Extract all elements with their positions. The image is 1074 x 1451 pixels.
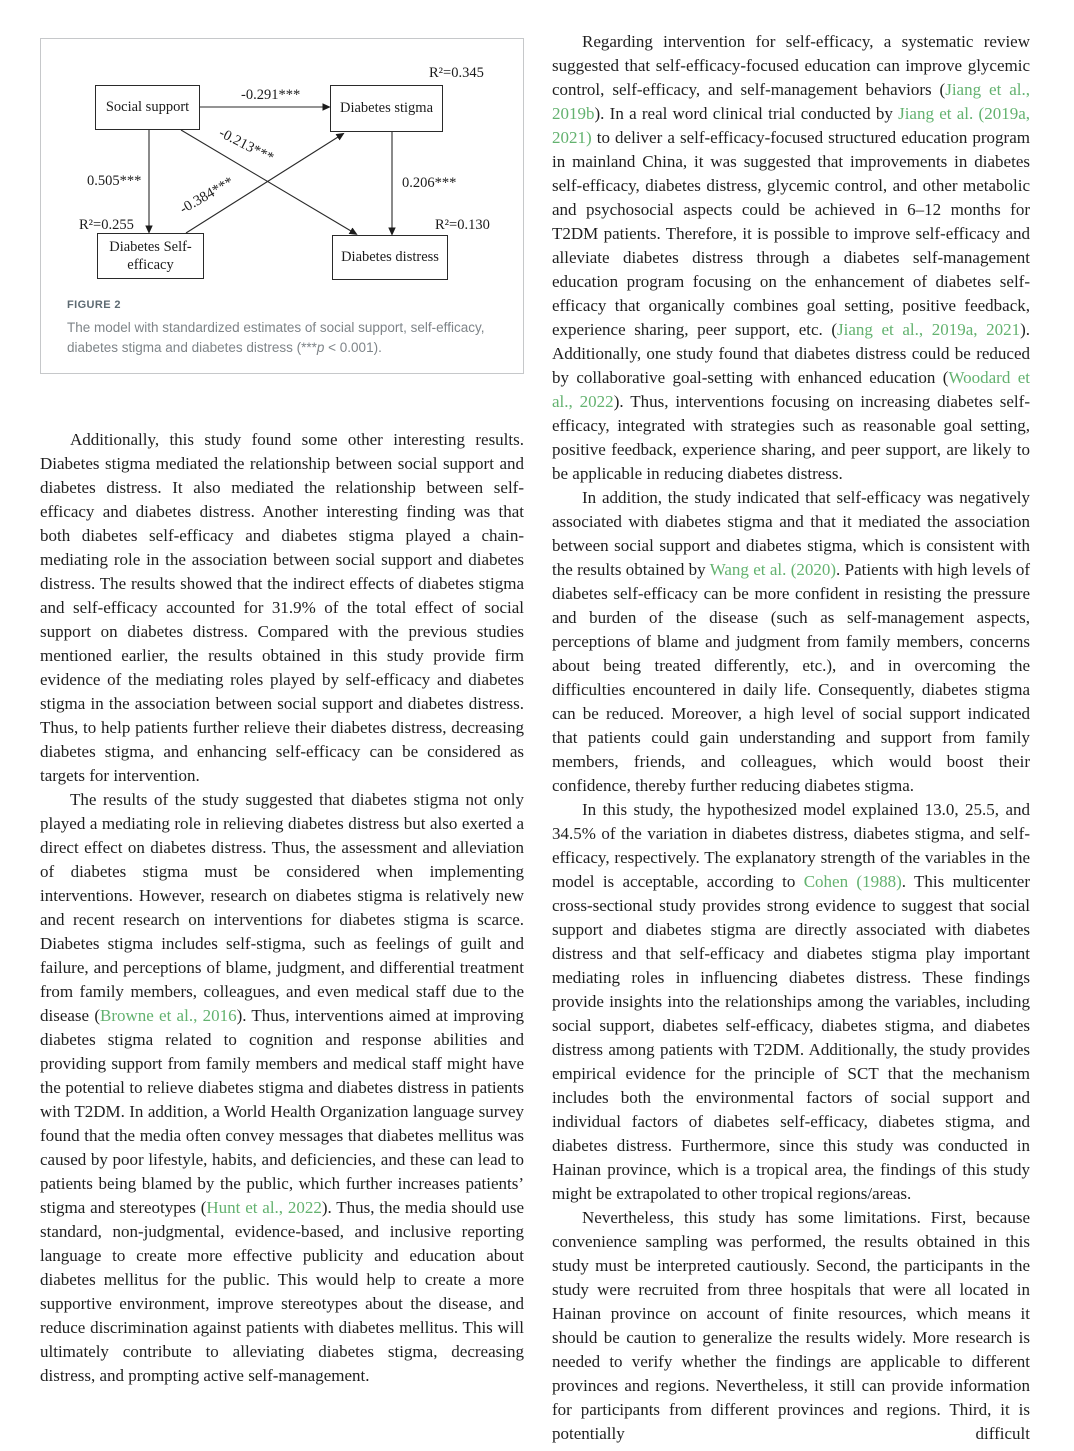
text-run: Regarding intervention for self-efficacy, a systematic review suggested that self-efficacy-focused education can improve glycemic control, self-efficacy, and self-management behaviors ( (552, 32, 1030, 99)
citation-link[interactable]: Woodard et al., 2022 (552, 368, 1030, 411)
coef-selfefficacy-stigma: -0.384*** (177, 173, 237, 218)
figure-2 (40, 38, 524, 374)
left-column-text (40, 428, 524, 1388)
text-run: . This multicenter cross-sectional study provides strong evidence to suggest that social support and diabetes stigma are directly associated with diabetes distress and that self-efficacy and diabetes stigma play important mediating roles in influencing diabetes distress. These findings provide insights into the relationships among the variables, including social support, diabetes self-efficacy, diabetes stigma, and diabetes distress among patients with T2DM. Additionally, the study provides empirical evidence for the principle of SCT that the mechanism includes both the environmental factors of social support and individual factors of diabetes self-efficacy, diabetes stigma, and diabetes distress. Furthermore, since this study was conducted in Hainan province, which is a tropical area, the findings of this study might be extrapolated to other tropical regions/areas. (552, 872, 1030, 1203)
path-model-diagram (41, 39, 523, 291)
coef-socialsupport-distress: -0.213*** (216, 124, 277, 167)
text-run: The model with standardized estimates of social support, self-efficacy, diabetes stigma and diabetes distress (*** (67, 320, 485, 356)
node-diabetes-self-efficacy: Diabetes Self-efficacy (97, 233, 204, 279)
text-run: ). Thus, the media should use standard, non-judgmental, evidence-based, and inclusive reporting language to create more effective publicity and education about diabetes mellitus for the public. This would help to create a more supportive environment, improve stereotypes about the disease, and reduce discrimination against patients with diabetes mellitus. This will ultimately contribute to alleviating diabetes stigma, decreasing distress, and prompting active self-management. (40, 1198, 524, 1385)
citation-link[interactable]: Cohen (1988) (803, 872, 902, 891)
r-squared-stigma: R²=0.345 (429, 65, 484, 81)
paragraph (552, 798, 1030, 1206)
right-column-text (552, 30, 1030, 1446)
text-run: ). Additionally, one study found that diabetes distress could be reduced by collaborative goal-setting with enhanced education ( (552, 320, 1031, 387)
coef-socialsupport-stigma: -0.291*** (241, 87, 301, 103)
text-run: Additionally, this study found some other interesting results. Diabetes stigma mediated the relationship between social support and diabetes distress. It also mediated the relationship between self-efficacy and diabetes distress. Another interesting finding was that both diabetes self-efficacy and diabetes stigma played a chain-mediating role in the association between social support and diabetes distress. The results showed that the indirect effects of diabetes stigma and self-efficacy accounted for 31.9% of the total effect of social support on diabetes distress. Compared with the previous studies mentioned earlier, the results obtained in this study provide firm evidence of the mediating roles played by self-efficacy and diabetes stigma in the association between social support and diabetes distress. Thus, to help patients further relieve their diabetes distress, decreasing diabetes stigma, and enhancing self-efficacy can be considered as targets for intervention. (40, 430, 524, 785)
figure-caption (41, 291, 523, 359)
figure-caption-label: FIGURE 2 (67, 299, 121, 311)
paragraph (40, 788, 524, 1388)
text-run: to deliver a self-efficacy-focused structured education program in mainland China, it was suggested that improvements in diabetes self-efficacy, diabetes distress, glycemic control, and other metabolic and psychosocial aspects could be achieved in 6–12 months for T2DM patients. Therefore, it is possible to improve self-efficacy and alleviate diabetes distress through a diabetes self-management education program focusing on the enhancement of diabetes self-efficacy that organically combines goal setting, positive feedback, experience sharing, peer support, etc. ( (552, 128, 1030, 339)
text-run: In addition, the study indicated that self-efficacy was negatively associated with diabetes stigma and that it mediated the association between social support and diabetes stigma, which is consistent with the results obtained by (552, 488, 1030, 579)
node-diabetes-distress: Diabetes distress (332, 235, 448, 280)
coef-socialsupport-selfefficacy: 0.505*** (87, 173, 142, 189)
paragraph (552, 486, 1030, 798)
text-run: ). Thus, interventions aimed at improving diabetes stigma related to cognition and response abilities and providing support from family members and medical staff might have the potential to relieve diabetes stigma and diabetes distress in patients with T2DM. In addition, a World Health Organization language survey found that the media often convey messages that diabetes mellitus was caused by poor lifestyle, habits, and deficiencies, and these can lead to patients being blamed by the public, which further increases patients’ stigma and stereotypes ( (40, 1006, 524, 1217)
coef-stigma-distress: 0.206*** (402, 175, 457, 191)
citation-link[interactable]: Wang et al. (2020) (709, 560, 837, 579)
figure-caption-text (67, 318, 497, 359)
text-run: . Patients with high levels of diabetes self-efficacy can be more confident in resisting the pressure and burden of the disease (such as self-management aspects, perceptions of blame and judgment from family members, concerns about being treated differently, etc.), and in overcoming the difficulties encountered in daily life. Consequently, diabetes stigma can be reduced. Moreover, a high level of social support indicated that patients could gain understanding and support from family members, friends, and colleagues, which would boost their confidence, thereby further reducing diabetes stigma. (552, 560, 1031, 795)
text-run: The results of the study suggested that diabetes stigma not only played a mediating role in relieving diabetes distress but also exerted a direct effect on diabetes distress. Thus, the assessment and alleviation of diabetes stigma must be considered when implementing interventions. However, research on diabetes stigma is relatively new and recent research on interventions for diabetes stigma is scarce. Diabetes stigma includes self-stigma, such as feelings of guilt and failure, and perceptions of blame, judgment, and differential treatment from family members, colleagues, and even medical staff due to the disease ( (40, 790, 524, 1025)
node-social-support: Social support (95, 85, 200, 130)
citation-link[interactable]: Jiang et al., 2019a, 2021 (837, 320, 1021, 339)
text-run: ). In a real word clinical trial conducted by (594, 104, 899, 123)
text-run: p (316, 340, 325, 356)
citation-link[interactable]: Jiang et al. (2019a, 2021) (552, 104, 1030, 147)
text-run: In this study, the hypothesized model explained 13.0, 25.5, and 34.5% of the variation in diabetes distress, diabetes stigma, and self-efficacy, respectively. The explanatory strength of the variables in the model is acceptable, according to (552, 800, 1030, 891)
citation-link[interactable]: Jiang et al., 2019b (552, 80, 1031, 123)
citation-link[interactable]: Hunt et al., 2022 (206, 1198, 322, 1217)
left-column (40, 38, 524, 1388)
paragraph (552, 1206, 1030, 1446)
text-run: ). Thus, interventions focusing on increasing diabetes self-efficacy, integrated with strategies such as reasonable goal setting, positive feedback, experience sharing, and peer support, are likely to be applicable in reducing diabetes distress. (552, 392, 1030, 483)
paragraph (552, 30, 1030, 486)
r-squared-self-efficacy: R²=0.255 (79, 217, 134, 233)
node-diabetes-stigma: Diabetes stigma (330, 85, 443, 132)
r-squared-distress: R²=0.130 (435, 217, 490, 233)
text-run: Nevertheless, this study has some limitations. First, because convenience sampling was performed, the results obtained in this study must be interpreted cautiously. Second, the participants in the study were recruited from three hospitals that were all located in Hainan province on account of finite resources, which means it should be caution to generalize the results widely. More research is needed to verify whether the findings are applicable to different provinces and regions. Nevertheless, it still can provide information for participants from different provinces and regions. Third, it is potentially difficult (552, 1208, 1030, 1443)
citation-link[interactable]: Browne et al., 2016 (100, 1006, 237, 1025)
paragraph (40, 428, 524, 788)
text-run: < 0.001). (324, 340, 382, 356)
